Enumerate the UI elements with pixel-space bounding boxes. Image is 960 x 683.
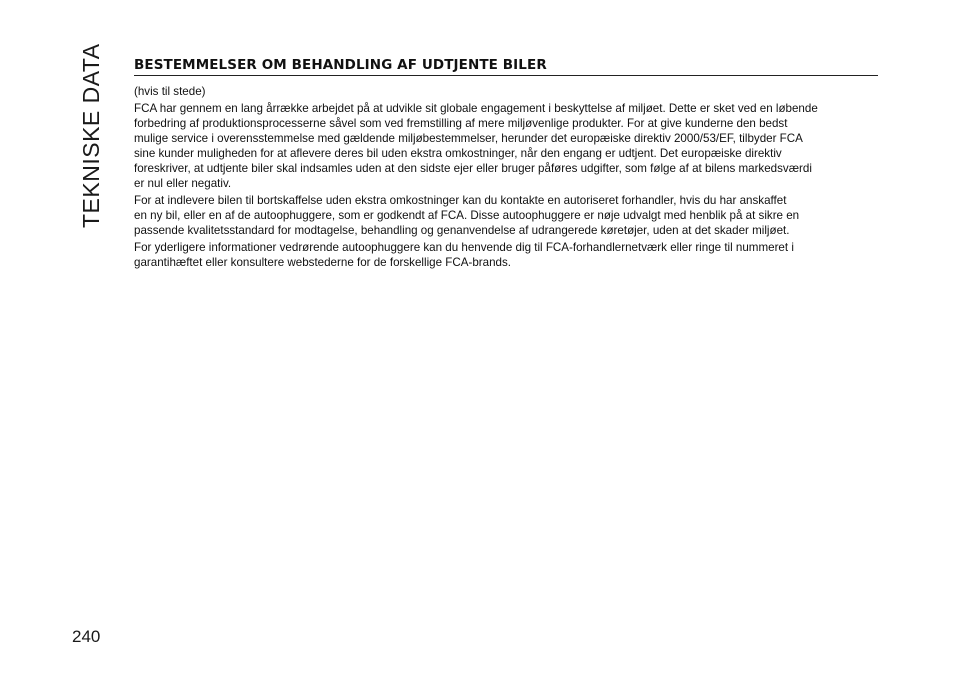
main-content (134, 57, 878, 272)
note-text: (hvis til stede) (134, 85, 206, 98)
paragraph-line: For yderligere informationer vedrørende autoophuggere kan du henvende dig til FCA-forhandlernetværk eller ringe til nummeret i (134, 241, 794, 254)
chapter-side-title: TEKNISKE DATA (78, 43, 104, 228)
paragraph-line: forbedring af produktionsprocesserne såvel som ved fremstilling af mere miljøvenlige produkter. For at give kunderne den bedst (134, 117, 788, 130)
paragraph-line: sine kunder muligheden for at aflevere deres bil uden ekstra omkostninger, når den engang er udtjent. Det europæiske direktiv (134, 147, 782, 160)
paragraph-2 (134, 193, 878, 238)
paragraph-line: For at indlevere bilen til bortskaffelse uden ekstra omkostninger kan du kontakte en autoriseret forhandler, hvis du har anskaffet (134, 194, 787, 207)
paragraph-line: FCA har gennem en lang årrække arbejdet på at udvikle sit globale engagement i beskyttelse af miljøet. Dette er sket ved en løbende (134, 102, 818, 115)
paragraph-1 (134, 101, 878, 191)
page-number: 240 (72, 627, 101, 646)
paragraph-line: en ny bil, eller en af de autoophuggere, som er godkendt af FCA. Disse autoophuggere er nøje udvalgt med henblik på at sikre en (134, 209, 800, 222)
paragraph-line: garantihæftet eller konsultere webstederne for de forskellige FCA-brands. (134, 256, 511, 269)
paragraph-line: passende kvalitetsstandard for modtagelse, behandling og genanvendelse af udrangerede køretøjer, uden at det skader miljøet. (134, 224, 790, 237)
section-heading: BESTEMMELSER OM BEHANDLING AF UDTJENTE BILER (134, 57, 878, 76)
paragraph-line: mulige service i overensstemmelse med gældende miljøbestemmelser, herunder det europæiske direktiv 2000/53/EF, tilbyder FCA (134, 132, 803, 145)
paragraph-line: foreskriver, at udtjente biler skal indsamles uden at den sidste ejer eller bruger påføres udgifter, som følge af at bilens markedsværdi (134, 162, 812, 175)
paragraph-line: er nul eller negativ. (134, 177, 232, 190)
paragraph-3 (134, 240, 878, 270)
